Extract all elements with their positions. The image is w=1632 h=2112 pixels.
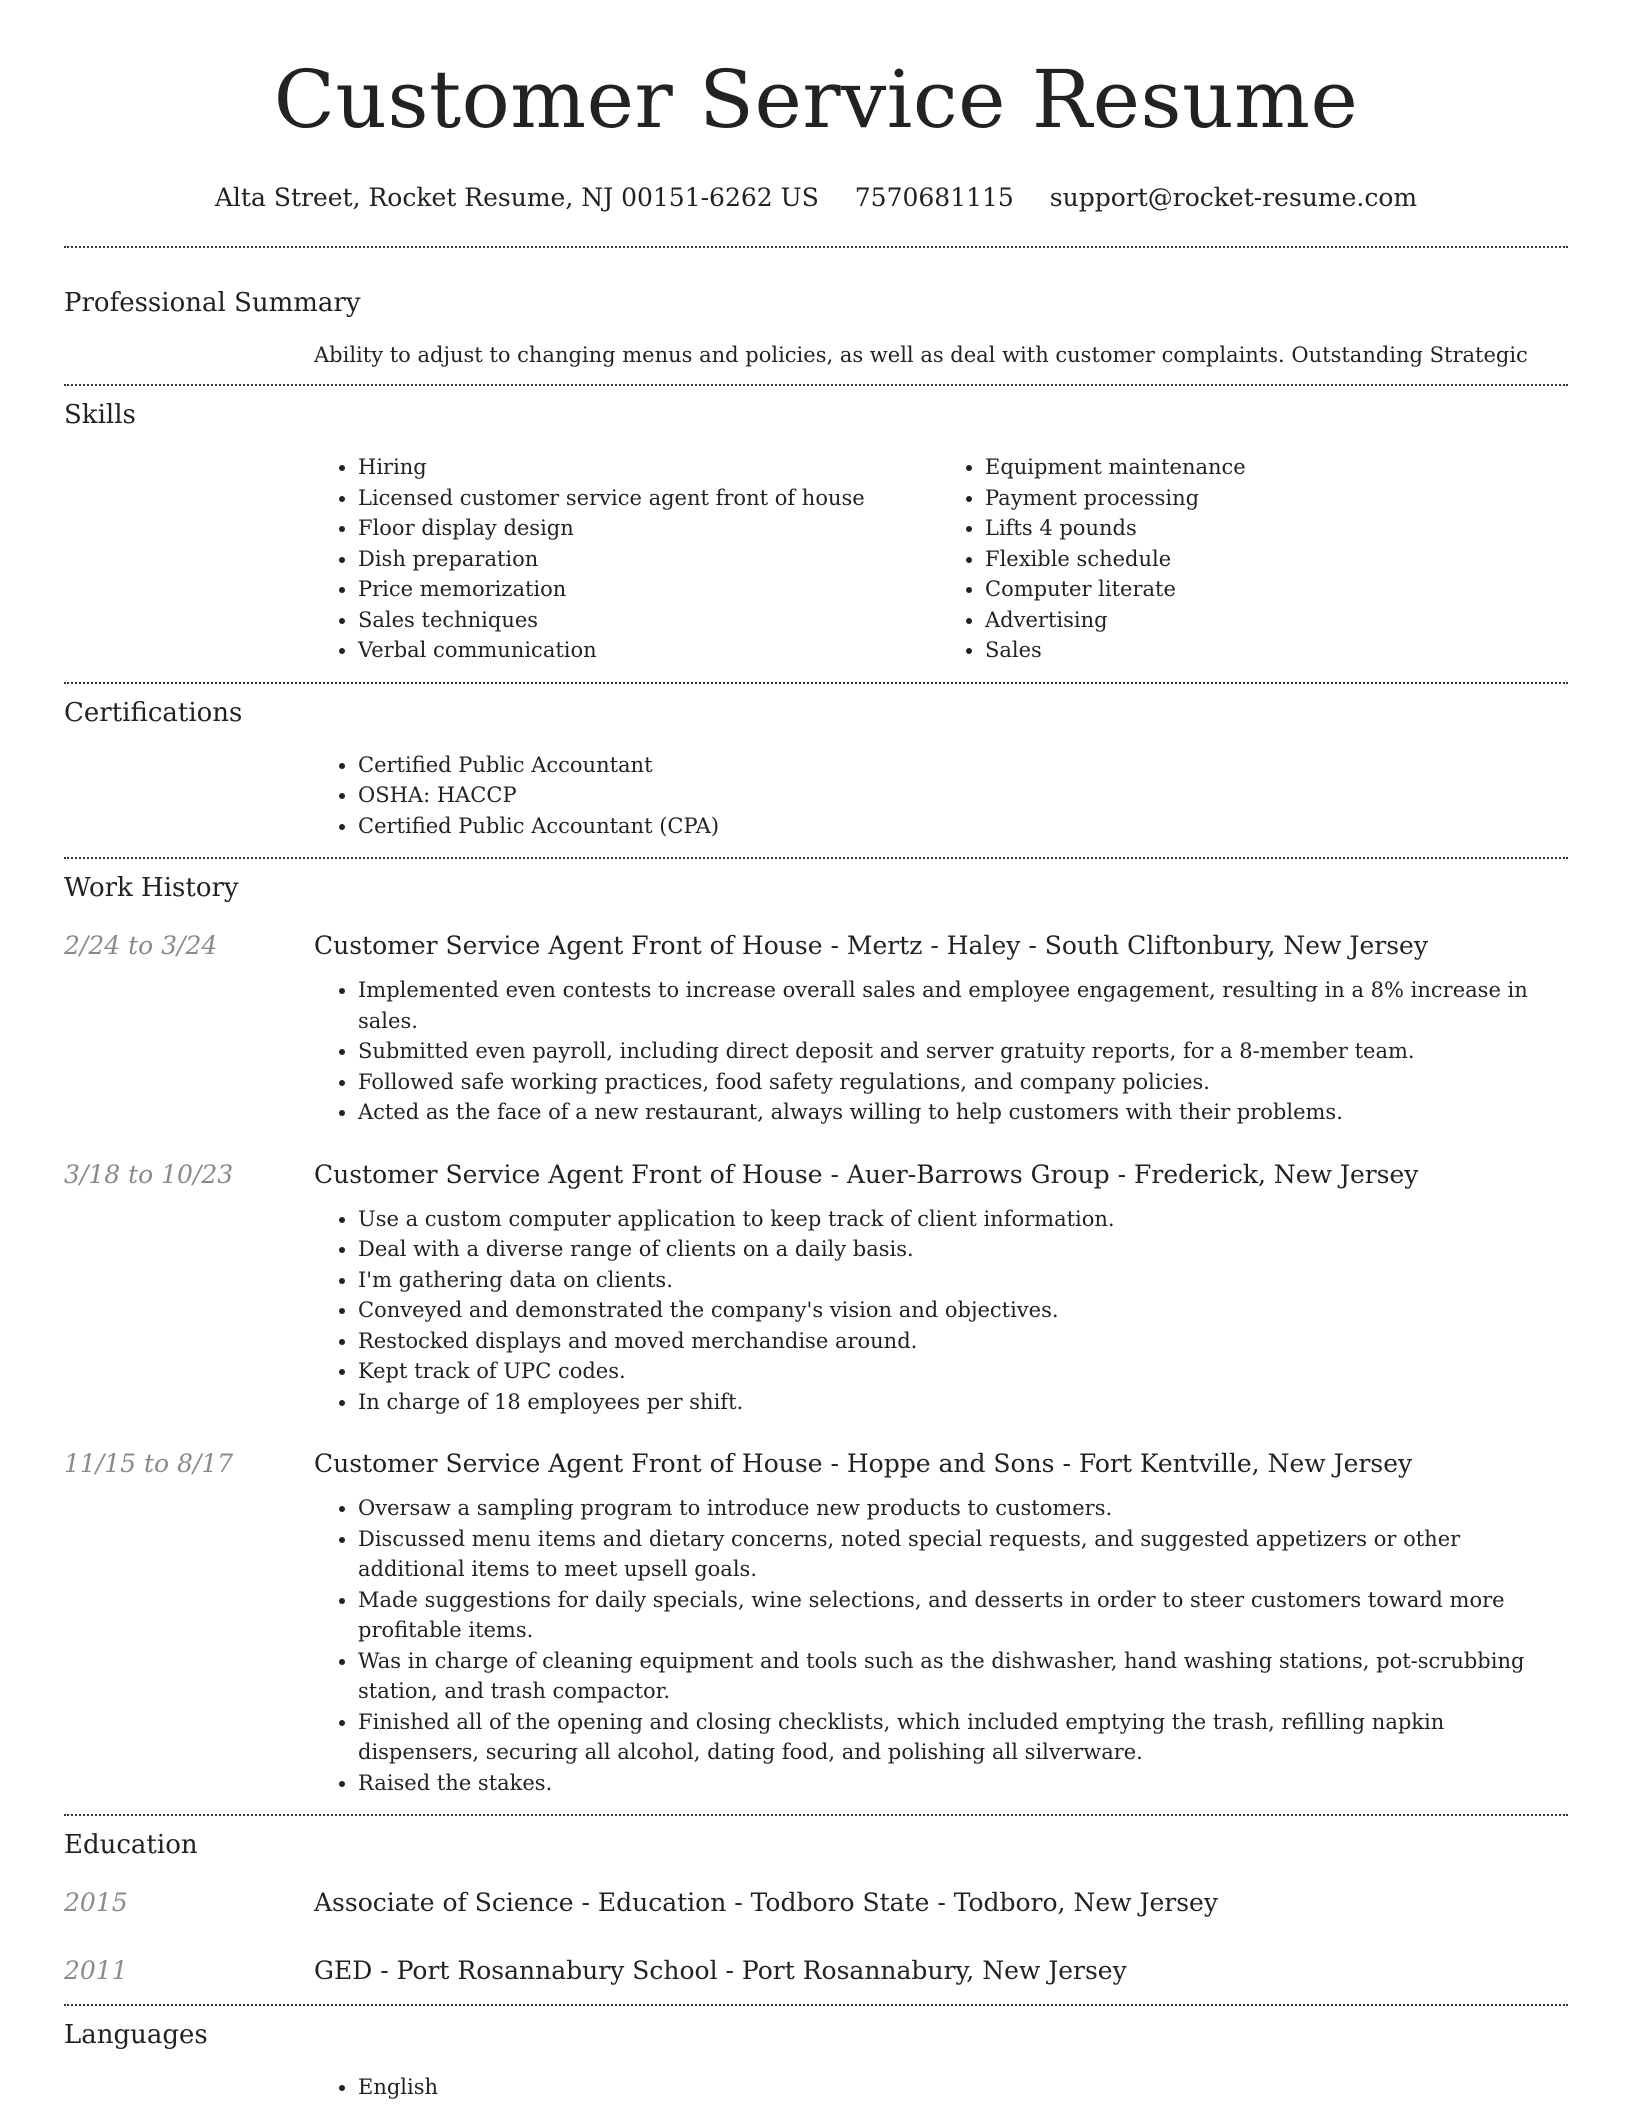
job-heading: Customer Service Agent Front of House - Mertz - Haley - South Cliftonbury, New Jersey: [314, 931, 1428, 960]
list-item: • Was in charge of cleaning equipment and tools such as the dishwasher, hand washing stations, pot-scrubbing station, and trash compactor.: [358, 1646, 1568, 1707]
job-dates: 11/15 to 8/17: [64, 1449, 234, 1478]
list-item: • Hiring: [358, 452, 941, 483]
job-entry: [64, 1447, 1568, 1798]
education-heading: Education: [64, 1830, 198, 1860]
list-item: • Discussed menu items and dietary concerns, noted special requests, and suggested appetizers or other additional items to meet upsell goals.: [358, 1524, 1568, 1585]
job-heading: Customer Service Agent Front of House - Auer-Barrows Group - Frederick, New Jersey: [314, 1159, 1419, 1189]
list-item: • Oversaw a sampling program to introduce new products to customers.: [358, 1493, 1568, 1524]
resume-title: Customer Service Resume: [273, 53, 1359, 146]
summary-heading: Professional Summary: [64, 288, 361, 318]
list-item: • I'm gathering data on clients.: [358, 1265, 1568, 1296]
job-entry: [64, 929, 1568, 1128]
languages-list: [314, 2072, 1568, 2103]
list-item: • Licensed customer service agent front of house: [358, 483, 941, 514]
list-item: • Certified Public Accountant (CPA): [358, 811, 1568, 842]
education-heading-line: Associate of Science - Education - Todboro State - Todboro, New Jersey: [314, 1888, 1218, 1917]
job-bullets: [314, 1493, 1568, 1798]
education-entry: [64, 1886, 1568, 1920]
list-item: • Finished all of the opening and closing checklists, which included emptying the trash, refilling napkin dispensers, securing all alcohol, dating food, and polishing all silverware.: [358, 1707, 1568, 1768]
list-item: • Dish preparation: [358, 544, 941, 575]
list-item: • Verbal communication: [358, 635, 941, 666]
contact-email: support@rocket-resume.com: [1049, 183, 1418, 212]
languages-heading: Languages: [64, 2020, 208, 2050]
job-entry: [64, 1158, 1568, 1418]
education-year: 2015: [64, 1888, 128, 1917]
certifications-list: [314, 750, 1568, 842]
summary-section: [64, 248, 1568, 384]
list-item: • Sales: [985, 635, 1568, 666]
contact-line: [64, 182, 1568, 214]
list-item: • Flexible schedule: [985, 544, 1568, 575]
education-year: 2011: [64, 1956, 128, 1985]
skills-section: [64, 386, 1568, 682]
list-item: • Use a custom computer application to keep track of client information.: [358, 1204, 1568, 1235]
list-item: • Followed safe working practices, food safety regulations, and company policies.: [358, 1067, 1568, 1098]
job-heading: Customer Service Agent Front of House - Hoppe and Sons - Fort Kentville, New Jersey: [314, 1449, 1413, 1478]
skills-list-left: [314, 452, 941, 666]
certifications-section: [64, 684, 1568, 858]
list-item: • English: [358, 2072, 1568, 2103]
list-item: • Submitted even payroll, including direct deposit and server gratuity reports, for a 8-member team.: [358, 1036, 1568, 1067]
work-history-heading: Work History: [64, 873, 239, 903]
education-heading-line: GED - Port Rosannabury School - Port Rosannabury, New Jersey: [314, 1956, 1127, 1985]
education-section: [64, 1816, 1568, 2004]
list-item: • Floor display design: [358, 513, 941, 544]
list-item: • Implemented even contests to increase overall sales and employee engagement, resulting in a 8% increase in sales.: [358, 975, 1568, 1036]
list-item: • In charge of 18 employees per shift.: [358, 1387, 1568, 1418]
list-item: • Kept track of UPC codes.: [358, 1356, 1568, 1387]
certifications-heading: Certifications: [64, 697, 243, 728]
contact-address: Alta Street, Rocket Resume, NJ 00151-6262 US: [214, 183, 819, 212]
education-entry: [64, 1954, 1568, 1988]
list-item: • OSHA: HACCP: [358, 780, 1568, 811]
contact-phone: 7570681115: [854, 183, 1014, 212]
list-item: • Lifts 4 pounds: [985, 513, 1568, 544]
list-item: • Acted as the face of a new restaurant, always willing to help customers with their problems.: [358, 1097, 1568, 1128]
list-item: • Conveyed and demonstrated the company's vision and objectives.: [358, 1295, 1568, 1326]
job-dates: 2/24 to 3/24: [64, 931, 218, 960]
list-item: • Computer literate: [985, 574, 1568, 605]
summary-text: Ability to adjust to changing menus and policies, as well as deal with customer complaints. Outstanding Strategic: [314, 343, 1528, 367]
list-item: • Price memorization: [358, 574, 941, 605]
list-item: • Equipment maintenance: [985, 452, 1568, 483]
job-bullets: [314, 1204, 1568, 1418]
languages-section: [64, 2006, 1568, 2103]
skills-list-right: [941, 452, 1568, 666]
list-item: • Made suggestions for daily specials, wine selections, and desserts in order to steer customers toward more profitable items.: [358, 1585, 1568, 1646]
skills-heading: Skills: [64, 400, 136, 430]
job-bullets: [314, 975, 1568, 1128]
list-item: • Advertising: [985, 605, 1568, 636]
job-dates: 3/18 to 10/23: [64, 1159, 234, 1189]
list-item: • Deal with a diverse range of clients on a daily basis.: [358, 1234, 1568, 1265]
list-item: • Sales techniques: [358, 605, 941, 636]
list-item: • Raised the stakes.: [358, 1768, 1568, 1799]
work-history-section: [64, 859, 1568, 1814]
list-item: • Payment processing: [985, 483, 1568, 514]
list-item: • Restocked displays and moved merchandise around.: [358, 1326, 1568, 1357]
list-item: • Certified Public Accountant: [358, 750, 1568, 781]
